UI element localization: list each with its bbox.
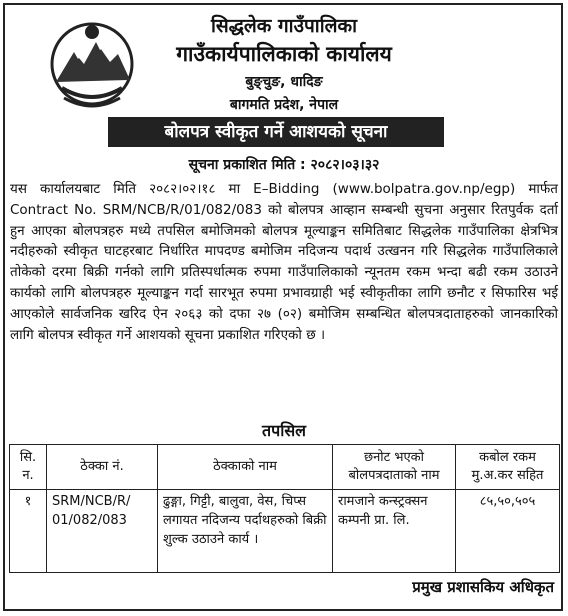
- office-location: बुङ्चुङ, धादिङ: [245, 74, 323, 90]
- col-amount: कबोल रकम मु.अ.कर सहित: [456, 445, 560, 490]
- col-contract-name: ठेक्काको नाम: [158, 445, 333, 490]
- notice-title: बोलपत्र स्वीकृत गर्ने आशयको सूचना: [108, 117, 444, 147]
- cell-sn: १: [10, 490, 47, 573]
- cell-contract-name: ढुङ्गा, गिट्टी, बालुवा, वेस, चिप्स लगायत नदिजन्य पर्दाथहरुको बिक्री शुल्क उठाउने कार्य ।: [158, 490, 333, 573]
- cell-bidder: रामजाने कन्स्ट्रक्सन कम्पनी प्रा. लि.: [333, 490, 456, 573]
- schedule-heading: तपसिल: [261, 421, 307, 440]
- notice-body: यस कार्यालयबाट मिति २०८२।०२।१८ मा E–Bidding (www.bolpatra.gov.np/egp) मार्फत Contract No. SRM/NCB/R/01/082/083 को बोलपत्र आव्हान सम्बन्धी सुचना अनुसार रितपुर्वक दर्ता हुन आएका बोलपत्रहरु मध्ये तपसिल बमोजिमको बोलपत्र मूल्याङ्कन समितिबाट सिद्धलेक गाउँपालिका क्षेत्रभित्र नदीहरुको स्वीकृत घाटहरबाट निर्धारित मापदण्ड बमोजिम नदिजन्य पदार्थ उत्खनन गरि सिद्धलेक गाउँपालिकाले तोकेको दरमा बिक्री गर्नको लागि प्रतिस्पर्धात्मक रुपमा गाउँपालिकाको न्यूनतम रकम भन्दा बढी रकम उठाउने कार्यको लागि बोलपत्रहरु मूल्याङ्कन गर्दा सारभूत रुपमा प्रभावग्राही भई स्वीकृतीका लागि छनौट र सिफारिस भई आएकोले सार्वजनिक खरिद ऐन २०६३ को दफा २७ (०२) बमोजिम सम्बन्धित बोलपत्रदाताहरुको जानकारिको लागि बोलपत्र स्वीकृत गर्ने आशयको सूचना प्रकाशित गरिएको छ ।: [10, 181, 558, 343]
- table-row: [10, 490, 560, 573]
- table-header-row: [10, 445, 560, 490]
- cell-amount: ८५,५०,५०५: [456, 490, 560, 573]
- signatory-title: प्रमुख प्रशासकिय अधिकृत: [412, 578, 554, 596]
- published-date: सूचना प्रकाशित मिति : २०८२।०३।३२: [188, 157, 380, 173]
- org-name: सिद्धलेक गाउँपालिका: [210, 15, 358, 37]
- col-sn: सि. न.: [10, 445, 47, 490]
- schedule-table: [9, 444, 560, 573]
- col-bidder: छनोट भएको बोलपत्रदाताको नाम: [333, 445, 456, 490]
- office-name: गाउँकार्यपालिकाको कार्यालय: [176, 42, 392, 66]
- cell-contract-no: SRM/NCB/R/ 01/082/083: [47, 490, 158, 573]
- office-province: बागमति प्रदेश, नेपाल: [229, 97, 339, 113]
- col-contract-no: ठेक्का नं.: [47, 445, 158, 490]
